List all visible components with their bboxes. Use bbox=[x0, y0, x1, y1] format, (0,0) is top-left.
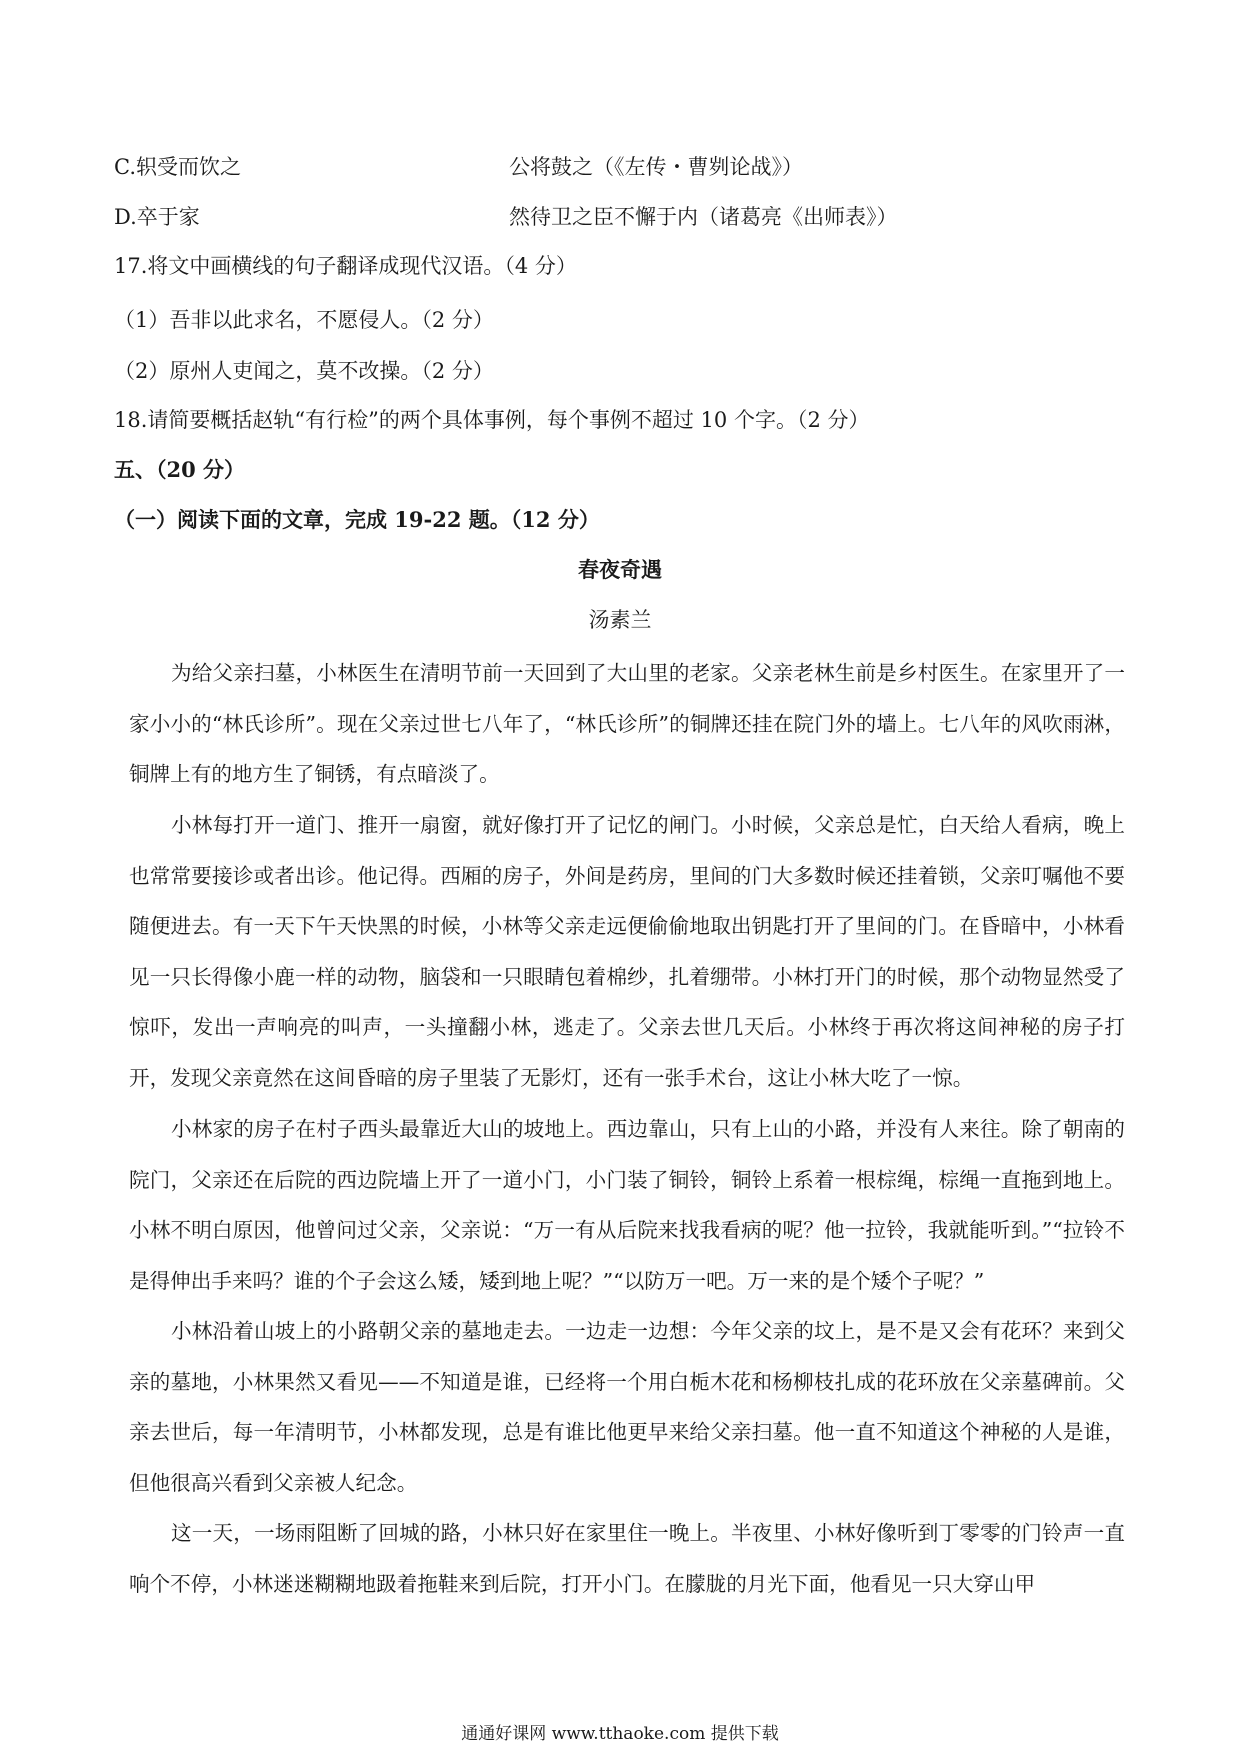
article-paragraph-1: 为给父亲扫墓，小林医生在清明节前一天回到了大山里的老家。父亲老林生前是乡村医生。在家里开了一家小小的“林氏诊所”。现在父亲过世七八年了，“林氏诊所”的铜牌还挂在院门外的墙上。七八年的风吹雨淋，铜牌上有的地方生了铜锈，有点暗淡了。 bbox=[129, 661, 1125, 787]
page-footer: 通通好课网 www.tthaoke.com 提供下载 bbox=[461, 1724, 779, 1744]
option-c-right: 公将鼓之（《左传・曹刿论战》） bbox=[509, 155, 803, 179]
article-paragraph-5: 这一天，一场雨阻断了回城的路，小林只好在家里住一晚上。半夜里、小林好像听到丁零零的门铃声一直响个不停，小林迷迷糊糊地趿着拖鞋来到后院，打开小门。在朦胧的月光下面，他看见一只大穿山甲 bbox=[129, 1521, 1125, 1596]
option-d-right: 然待卫之臣不懈于内（诸葛亮《出师表》） bbox=[509, 205, 898, 229]
article-title: 春夜奇遇 bbox=[578, 557, 662, 582]
section-heading: 五、（20 分） bbox=[114, 457, 246, 482]
question-17-1: （1）吾非以此求名，不愿侵人。（2 分） bbox=[114, 308, 494, 332]
question-18: 18.请简要概括赵轨“有行检”的两个具体事例，每个事例不超过 10 个字。（2 分） bbox=[114, 408, 870, 432]
article-paragraph-4: 小林沿着山坡上的小路朝父亲的墓地走去。一边走一边想：今年父亲的坟上，是不是又会有花环？来到父亲的墓地，小林果然又看见——不知道是谁，已经将一个用白栀木花和杨柳枝扎成的花环放在父亲墓碑前。父亲去世后，每一年清明节，小林都发现，总是有谁比他更早来给父亲扫墓。他一直不知道这个神秘的人是谁，但他很高兴看到父亲被人纪念。 bbox=[129, 1319, 1125, 1495]
section-subheading: （一）阅读下面的文章，完成 19-22 题。（12 分） bbox=[114, 507, 600, 532]
question-17: 17.将文中画横线的句子翻译成现代汉语。（4 分） bbox=[114, 254, 577, 278]
option-c-left: C.轵受而饮之 bbox=[114, 155, 241, 179]
question-17-2: （2）原州人吏闻之，莫不改操。（2 分） bbox=[114, 359, 494, 383]
option-d-left: D.卒于家 bbox=[114, 205, 200, 229]
article-paragraph-2: 小林每打开一道门、推开一扇窗，就好像打开了记忆的闸门。小时候，父亲总是忙，白天给人看病，晚上也常常要接诊或者出诊。他记得。西厢的房子，外间是药房，里间的门大多数时候还挂着锁，父亲叮嘱他不要随便进去。有一天下午天快黑的时候，小林等父亲走远便偷偷地取出钥匙打开了里间的门。在昏暗中，小林看见一只长得像小鹿一样的动物，脑袋和一只眼睛包着棉纱，扎着绷带。小林打开门的时候，那个动物显然受了惊吓，发出一声响亮的叫声，一头撞翻小林，逃走了。父亲去世几天后。小林终于再次将这间神秘的房子打开，发现父亲竟然在这间昏暗的房子里装了无影灯，还有一张手术台，这让小林大吃了一惊。 bbox=[129, 813, 1125, 1090]
article-paragraph-3: 小林家的房子在村子西头最靠近大山的坡地上。西边靠山，只有上山的小路，并没有人来往。除了朝南的院门，父亲还在后院的西边院墙上开了一道小门，小门装了铜铃，铜铃上系着一根棕绳，棕绳一直拖到地上。小林不明白原因，他曾问过父亲，父亲说：“万一有从后院来找我看病的呢？他一拉铃，我就能听到。”“拉铃不是得伸出手来吗？谁的个子会这么矮，矮到地上呢？”“以防万一吧。万一来的是个矮个子呢？” bbox=[129, 1117, 1125, 1293]
article-author: 汤素兰 bbox=[588, 608, 652, 632]
